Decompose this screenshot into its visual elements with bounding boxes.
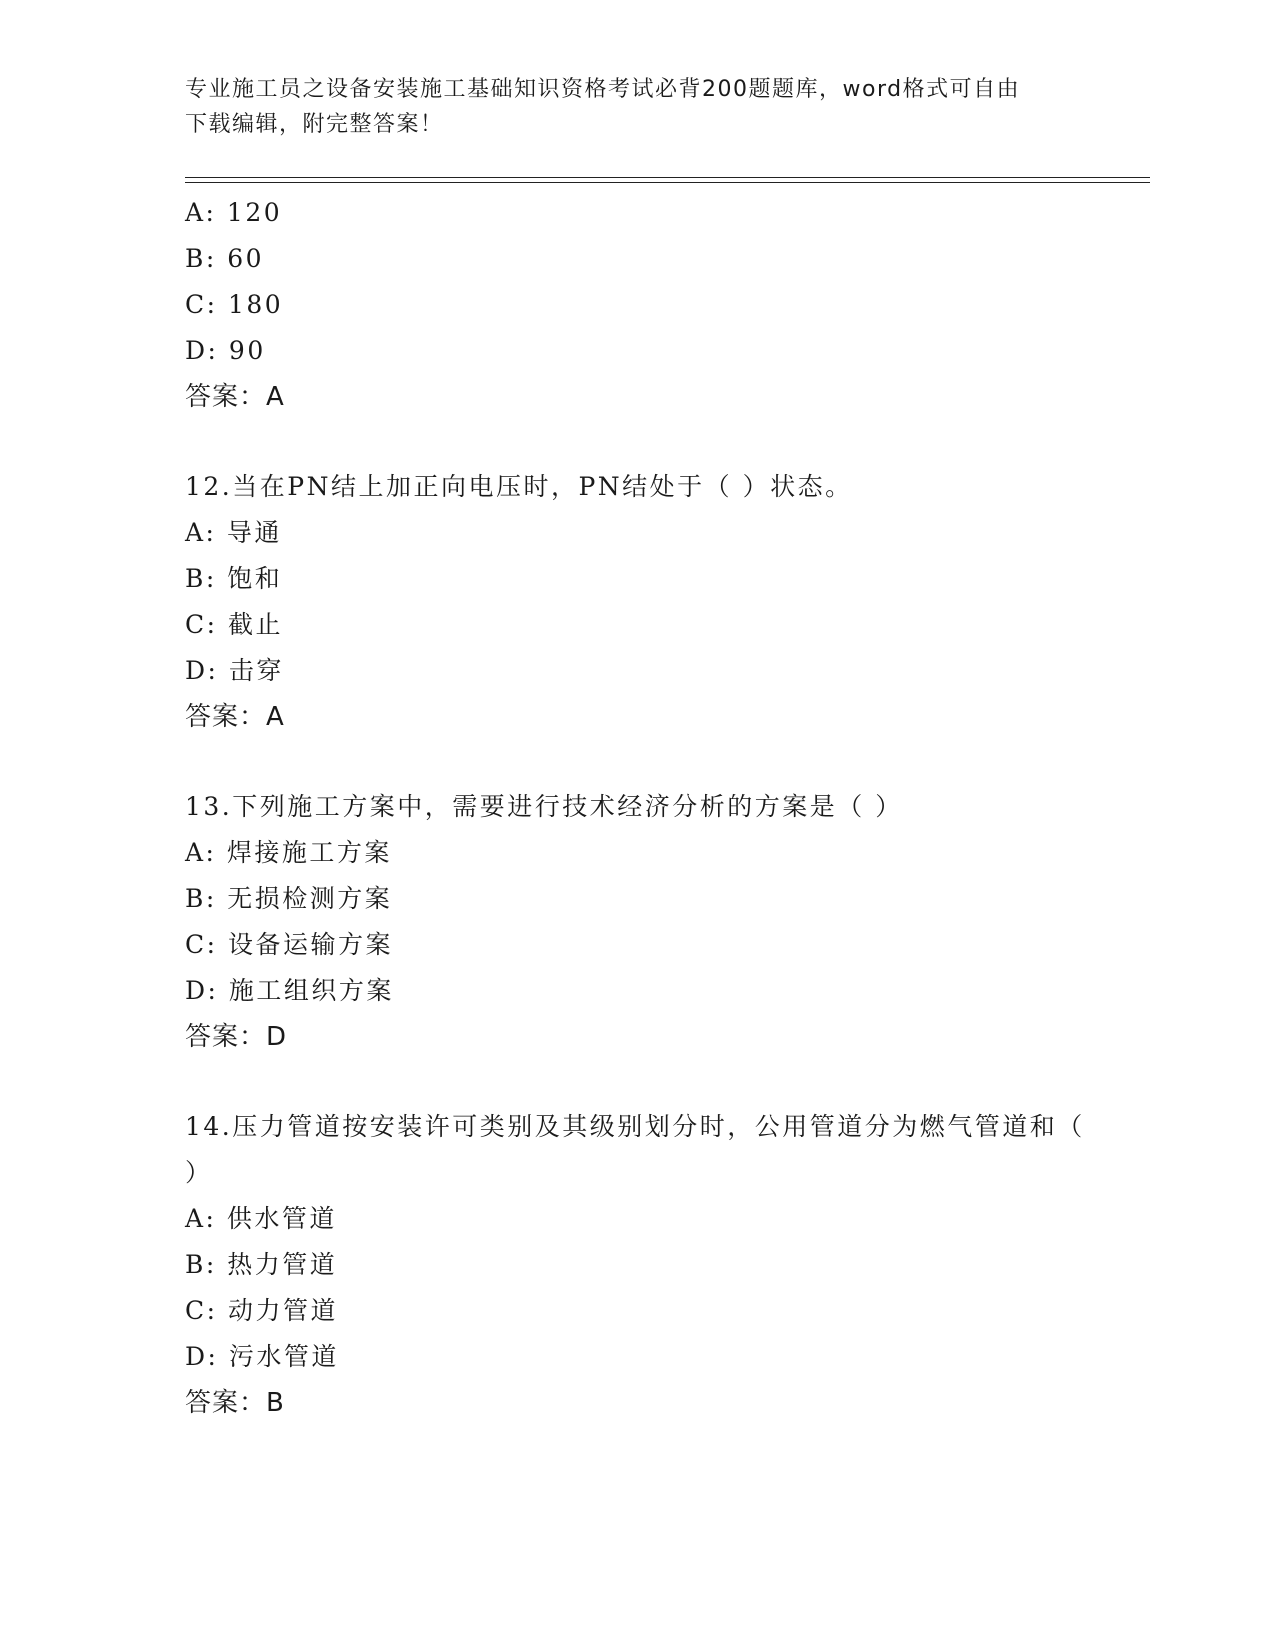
question-list bbox=[185, 190, 1145, 1426]
question-stem: 13.下列施工方案中，需要进行技术经济分析的方案是（ ） bbox=[185, 792, 903, 821]
option-b: B: 无损检测方案 bbox=[185, 884, 393, 913]
header-line-1: 专业施工员之设备安装施工基础知识资格考试必背200题题库，word格式可自由 bbox=[185, 77, 1021, 102]
option-d: D: 施工组织方案 bbox=[185, 976, 394, 1005]
spacer bbox=[185, 1060, 1145, 1104]
spacer bbox=[185, 740, 1145, 784]
question-12 bbox=[185, 464, 1145, 740]
option-a: A: 焊接施工方案 bbox=[185, 838, 392, 867]
answer: 答案：A bbox=[185, 702, 285, 732]
option-a: A: 120 bbox=[185, 198, 283, 227]
option-d: D: 90 bbox=[185, 336, 266, 365]
answer: 答案：D bbox=[185, 1022, 288, 1052]
option-d: D: 污水管道 bbox=[185, 1342, 339, 1371]
question-stem: 12.当在PN结上加正向电压时，PN结处于（ ）状态。 bbox=[185, 472, 853, 501]
question-11 bbox=[185, 190, 1145, 420]
header-divider-bottom bbox=[185, 182, 1150, 183]
document-header bbox=[185, 72, 1085, 142]
option-b: B: 热力管道 bbox=[185, 1250, 338, 1279]
question-stem: 14.压力管道按安装许可类别及其级别划分时，公用管道分为燃气管道和（ ） bbox=[185, 1112, 1085, 1187]
answer: 答案：A bbox=[185, 382, 285, 412]
option-a: A: 供水管道 bbox=[185, 1204, 337, 1233]
option-b: B: 饱和 bbox=[185, 564, 283, 593]
option-a: A: 导通 bbox=[185, 518, 282, 547]
option-c: C: 180 bbox=[185, 290, 284, 319]
option-b: B: 60 bbox=[185, 244, 265, 273]
header-line-2: 下载编辑，附完整答案！ bbox=[185, 112, 444, 137]
header-divider-top bbox=[185, 177, 1150, 178]
answer: 答案：B bbox=[185, 1388, 285, 1418]
spacer bbox=[185, 420, 1145, 464]
option-c: C: 设备运输方案 bbox=[185, 930, 393, 959]
question-13 bbox=[185, 784, 1145, 1060]
option-d: D: 击穿 bbox=[185, 656, 284, 685]
option-c: C: 截止 bbox=[185, 610, 283, 639]
question-14 bbox=[185, 1104, 1145, 1426]
option-c: C: 动力管道 bbox=[185, 1296, 338, 1325]
